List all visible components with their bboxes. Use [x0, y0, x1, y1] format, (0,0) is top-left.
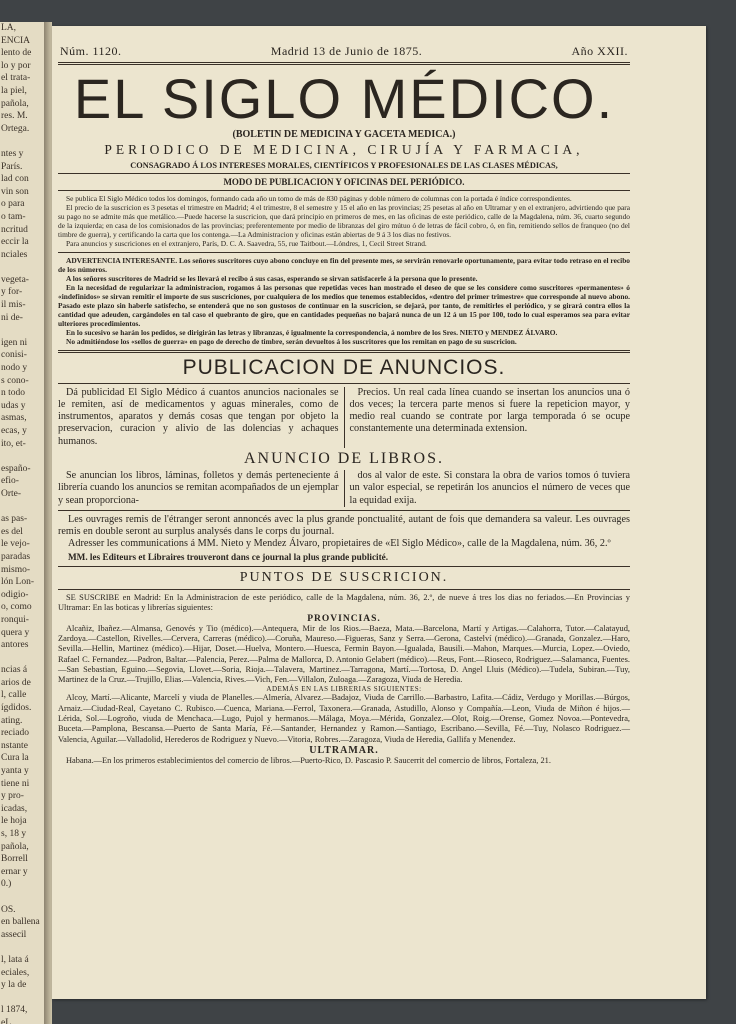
text-paragraph: Alcoy, Martí.—Alicante, Marcelí y viuda de Planelles.—Almería, Alvarez.—Badajoz, Viuda de Carrillo.—Barbastro, Lafita.—Cádiz, Verdugo y Morillas.—Búrgos, Arnaiz.—Ciudad-Real, Cayetano C. Rubisco.—Cuenca, Mariana.—Ferrol, Taxonera.—Granada, Astudillo, Alonso y Compañía.—Leon, Viuda de Miñon é hijos.—Lérida, Sol.—Logroño, viuda de Menchaca.—Lugo, Pujol y hermanos.—Málaga, Moya.—Mérida, Gonzalez.—Olot, Roig.—Orense, Gomez Novoa.—Pontevedra, Buceta.—Pamplona, Bescansa.—Puerto de Santa María, Fé.—Santander, Hernandez y Ramon.—Santiago, Escribano.—Sevilla, Fé.—Tuy, Nolasco Rodriguez.—Valencia, Aguilar.—Valladolid, Herederos de Rodriguez y Nuevo.—Vitoria, Robres.—Zaragoza, Viuda de Heredia, Gallifa y Menendez.: [58, 693, 630, 744]
left-page-line: y la de: [1, 980, 27, 991]
text-paragraph: En lo sucesivo se harán los pedidos, se dirigirán las letras y libranzas, é igualmente la correspondencia, á nombre de los Sres. NIETO y MENDEZ ÁLVARO.: [66, 328, 558, 338]
text-paragraph: Alcañiz, Ibañez.—Almansa, Genovés y Tio (médico).—Antequera, Mir de los Rios.—Baeza, Mata.—Barcelona, Martí y Artigas.—Calahorra, Tutor.—Calatayud, Zardoya.—Castellon, Rivelles.—Cervera, Carreras (médico).—Coruña, Maureso.—Figueras, Sanz y Serra.—Gerona, Castelví (médico).—Granada, Gonzalez.—Haro, Sevilla.—Hellin, Martinez (médico).—Hijar, Doset.—Huelva, Montero.—Huesca, Fermin Bayon.—Igualada, Bausili.—Mahon, Marques.—Murcia, Lopez.—Oviedo, Rafael C. Fernandez.—Padron, Baltar.—Palencia, Perez.—Palma de Mallorca, D. Antonio Gelabert (médico).—Reus, Font.—Rioseco, Rodriguez.—Salamanca, Fuentes.—San Sebastian, Eguino.—Segovia, Llovet.—Soria, Rioja.—Talavera, Martinez.—Tarragona, Martí.—Tortosa, D. Angel Lluis (Médico).—Tudela, Subiran.—Tuy, Martinez de la Cruz.—Trujillo, Elias.—Valencia, Rives.—Vich, Fen.—Villalon, Zuloaga.—Zaragoza, Viuda de Heredia.: [58, 623, 630, 685]
divider: [58, 190, 630, 191]
left-page-line: [0, 941, 44, 954]
left-page-line: o para: [1, 199, 25, 210]
left-page-line: [0, 450, 44, 463]
page-content: [58, 44, 630, 766]
text-paragraph: Adresser les communications á MM. Nieto y Mendez Álvaro, propietaires de «El Siglo Médico», calle de la Magdalena, núm. 36, 2.º: [68, 538, 611, 550]
left-page-line: [0, 135, 44, 148]
text-paragraph: Se publica El Siglo Médico todos los domingos, formando cada año un tomo de más de 830 páginas y doble número de columnas con la portada é índice correspondientes.: [66, 194, 572, 203]
left-page-line: ito, et-: [1, 438, 26, 449]
left-page-line: [0, 652, 44, 665]
left-page-line: eccir la: [1, 237, 29, 248]
left-page-line: OS.: [1, 904, 16, 915]
left-page-line: le vejo-: [1, 539, 30, 550]
text-paragraph: Dá publicidad El Siglo Médico á cuantos anuncios nacionales se le remiten, así de medicamentos y aguas minerales, como de instrumentos, aparatos y demás cosas que tengan por objeto la preservacion, curacion y alivio de las dolencias y achaques humanos.: [58, 386, 339, 447]
left-page-line: Ortega.: [1, 123, 30, 134]
issue-year: Año XXII.: [571, 44, 628, 58]
book-binding: [44, 22, 52, 1024]
left-page-line: [0, 992, 44, 1005]
left-page-line: lo y por: [1, 60, 31, 71]
anuncios-right-column: [345, 387, 631, 448]
left-page-line: quera y: [1, 627, 30, 638]
text-paragraph: No admitiéndose los «sellos de guerra» en pago de derecho de timbre, serán devueltos á los suscritores que los remitan en pago de su suscricion.: [66, 337, 517, 347]
issue-header: [58, 44, 630, 59]
left-page-line: 0.): [1, 879, 12, 890]
left-page-line: pañola,: [1, 98, 29, 109]
left-page-line: el trata-: [1, 73, 31, 84]
left-page-line: vegeta-: [1, 274, 29, 285]
divider: [58, 566, 630, 567]
masthead-dedication: CONSAGRADO Á LOS INTERESES MORALES, CIENTÍFICOS Y PROFESIONALES DE LAS CLASES MÉDICAS,: [130, 161, 558, 170]
divider: [58, 510, 630, 511]
text-paragraph: ADVERTENCIA INTERESANTE. Los señores suscritores cuyo abono concluye en fin del presente mes, se servirán renovarle oportunamente, para evitar todo retraso en el recibo de los números.: [58, 255, 630, 274]
librerias-list: [58, 693, 630, 744]
left-page-line: lón Lon-: [1, 577, 34, 588]
text-paragraph: Para anuncios y suscriciones en el extranjero, París, D. C. A. Saavedra, 55, rue Taitbout.—Lóndres, 1, Cecil Street Strand.: [66, 239, 427, 249]
issue-date: Madrid 13 de Junio de 1875.: [270, 44, 423, 58]
left-page-line: l, calle: [1, 690, 27, 701]
left-page-line: efio-: [1, 476, 19, 487]
left-page-line: Cura la: [1, 753, 29, 764]
ultramar-heading: ULTRAMAR.: [309, 744, 379, 756]
left-page-line: [0, 324, 44, 337]
left-page-line: o, como: [1, 602, 32, 613]
text-paragraph: El precio de la suscricion es 3 pesetas el trimestre en Madrid; 4 el trimestre, 8 el semestre y 15 el año en las provincias; 25 pesetas al año en Ultramar y en el extranjero, advirtiendo que para su pago no se admite más que metálico.—Puede hacerse la suscricion, que dará principio en primeros de mes, en las oficinas de este periódico, calle de la Magdalena, núm. 36, cuarto segundo de la izquierda; en casa de los comisionados de las provincias; preferentemente por medio de libranzas del giro mútuo ó de letras de fácil cobro, ó, en fin, remitiendo sellos de franqueo (no del timbre de guerra), y certificando la carta que los contenga.—La Administracion y oficinas están abiertas de 9 á 3 los dias no festivos.: [58, 203, 630, 240]
left-page-line: [0, 891, 44, 904]
left-page-line: París.: [1, 161, 23, 172]
left-page-line: asmas,: [1, 413, 27, 424]
publication-info: [58, 194, 630, 249]
left-page-line: yanta y: [1, 766, 29, 777]
text-paragraph: En la necesidad de regularizar la administracion, rogamos á las personas que repetidas veces han mostrado el deseo de que se les considere como suscritores «permanentes» ó «indefinidos» se sirvan remitir el importe de sus suscriciones, por cualquiera de los medios que tenemos establecidos, «dentro del primer trimestre» que corresponde al nuevo abono. Pasado este plazo sin haberle satisfecho, se entenderá que no son gustosos de continuar en la suscricion, se dejará, por tanto, de remitirles el periódico, y se girará contra ellos la cantidad que adeuden, cargándoles en tal caso el quebranto de giro, que en cantidades pequeñas no bajará nunca de un 12 á un 15 por 100, todo lo cual esperamos sea para evitar ulteriores procedimientos.: [58, 282, 630, 329]
divider: [58, 252, 630, 253]
divider: [58, 173, 630, 174]
section-heading-modo: MODO DE PUBLICACION Y OFICINAS DEL PERIÓDICO.: [223, 177, 465, 187]
text-paragraph: Se anuncian los libros, láminas, folletos y demás perteneciente á librería cuando los anuncios se remitan acompañados de un ejemplar y sean proporciona-: [58, 469, 339, 506]
left-page-line: ernar y: [1, 866, 28, 877]
left-page-line: eL: [1, 1017, 12, 1024]
left-page-line: ecas, y: [1, 426, 27, 436]
left-page-line: pañola,: [1, 841, 29, 852]
newspaper-page: [52, 26, 706, 999]
left-page-line: Borrell: [1, 854, 28, 865]
left-page-line: il mis-: [1, 300, 26, 311]
masthead-title: EL SIGLO MÉDICO.: [73, 67, 615, 130]
left-page-line: o tam-: [1, 211, 26, 222]
left-page-line: y for-: [1, 287, 23, 298]
left-page-line: es del: [1, 526, 23, 537]
divider: [58, 62, 630, 65]
text-paragraph: A los señores suscritores de Madrid se les llevará el recibo á sus casas, esperando se sirvan satisfacerle á la persona que lo presente.: [66, 273, 478, 283]
left-page-line: l, lata á: [1, 954, 29, 965]
left-page-line: paradas: [1, 551, 31, 562]
librerias-heading: ADEMÁS EN LAS LIBRERIAS SIGUIENTES:: [266, 685, 422, 694]
left-page-line: l 1874,: [1, 1005, 28, 1016]
left-page-line: ating.: [1, 715, 23, 726]
text-paragraph: MM. les Editeurs et Libraires trouveront dans ce journal la plus grande publicité.: [68, 551, 389, 562]
left-page-line: en ballena: [1, 917, 40, 928]
left-page-line: LA,: [1, 23, 17, 33]
left-page-line: odigio-: [1, 589, 29, 600]
left-page-line: ENCIA: [1, 35, 31, 46]
provincias-list: [58, 624, 630, 686]
anuncios-left-column: [58, 387, 345, 448]
section-heading-anuncios: PUBLICACION DE ANUNCIOS.: [182, 355, 506, 379]
left-page-line: as pas-: [1, 514, 28, 525]
left-page-line: reciado: [1, 728, 29, 739]
ultramar-list: [58, 756, 630, 766]
masthead-subtitle: (BOLETIN DE MEDICINA Y GACETA MEDICA.): [232, 129, 456, 140]
left-page-line: antores: [1, 640, 29, 651]
libros-right-column: [345, 470, 631, 507]
libros-columns: [58, 470, 630, 507]
left-page-line: ni de-: [1, 312, 23, 323]
left-page-line: nciales: [1, 249, 28, 260]
libros-left-column: [58, 470, 345, 507]
left-page-line: s cono-: [1, 375, 29, 386]
left-page-line: ígdidos.: [1, 703, 32, 714]
provincias-heading: PROVINCIAS.: [307, 613, 381, 624]
adjacent-page-edge: [0, 22, 46, 1024]
anuncios-columns: [58, 387, 630, 448]
left-page-line: res. M.: [1, 111, 28, 122]
left-page-line: lad con: [1, 174, 29, 185]
advertencia-notice: [58, 256, 630, 347]
left-page-line: españo-: [1, 463, 31, 474]
left-page-line: ronqui-: [1, 614, 29, 625]
left-page-line: nstante: [1, 740, 28, 751]
suscripcion-info: [58, 593, 630, 614]
section-heading-puntos: PUNTOS DE SUSCRICION.: [239, 570, 449, 586]
left-page-line: [0, 501, 44, 514]
left-page-line: lento de: [1, 48, 32, 59]
left-page-line: le hoja: [1, 816, 27, 827]
text-paragraph: SE SUSCRIBE en Madrid: En la Administracion de este periódico, calle de la Magdalena, núm. 36, 2.º, de nueve á tres los dias no feriados.—En Provincias y Ultramar: En las boticas y librerías siguientes:: [58, 593, 630, 613]
left-page-line: arios de: [1, 677, 31, 688]
left-page-line: nodo y: [1, 363, 28, 374]
divider: [58, 383, 630, 384]
left-page-line: ntes y: [1, 148, 24, 159]
left-page-line: [0, 261, 44, 274]
text-paragraph: Precios. Un real cada línea cuando se insertan los anuncios una ó dos veces; la tercera parte menos si fuere la repeticion mayor, y medio real cuando se contrate por larga temporada ó se ocupe constantemente una determinada extension.: [349, 386, 630, 435]
left-page-line: Orte-: [1, 488, 22, 499]
left-page-line: udas y: [1, 400, 26, 411]
text-paragraph: Les ouvrages remis de l'étranger seront annoncés avec la plus grande ponctualité, autant de fois que demandera sa valeur. Les ouvrages remis en double seront au surplus analysés dans le corps du journal.: [58, 513, 630, 538]
left-page-line: ncritud: [1, 224, 28, 235]
section-heading-libros: ANUNCIO DE LIBROS.: [244, 449, 444, 467]
left-page-line: y pro-: [1, 791, 24, 802]
french-notice: [58, 514, 630, 563]
left-page-line: tiene ni: [1, 778, 30, 789]
left-page-line: vin son: [1, 186, 29, 197]
left-page-line: eciales,: [1, 967, 30, 978]
masthead-tagline: PERIODICO DE MEDICINA, CIRUJÍA Y FARMACIA,: [104, 142, 584, 157]
text-paragraph: Habana.—En los primeros establecimientos del comercio de libros.—Puerto-Rico, D. Pascasio P. Saucerrit del comercio de libros, Fortaleza, 21.: [66, 755, 551, 765]
left-page-line: ncias á: [1, 665, 28, 676]
text-paragraph: dos al valor de este. Si constara la obra de varios tomos ó tuviera un valor especial, se repetirán los anuncios el número de veces que la equidad exija.: [349, 469, 630, 506]
divider: [58, 589, 630, 590]
left-page-line: assecil: [1, 929, 27, 940]
left-page-line: icadas,: [1, 803, 28, 814]
left-page-line: igen ni: [1, 337, 28, 348]
left-page-line: conisi-: [1, 350, 27, 361]
left-page-line: mismo-: [1, 564, 31, 575]
divider: [58, 350, 630, 353]
left-page-line: n todo: [1, 388, 26, 399]
issue-number: Núm. 1120.: [60, 44, 122, 58]
left-page-line: s, 18 y: [1, 829, 27, 839]
left-page-line: la piel,: [1, 85, 27, 96]
